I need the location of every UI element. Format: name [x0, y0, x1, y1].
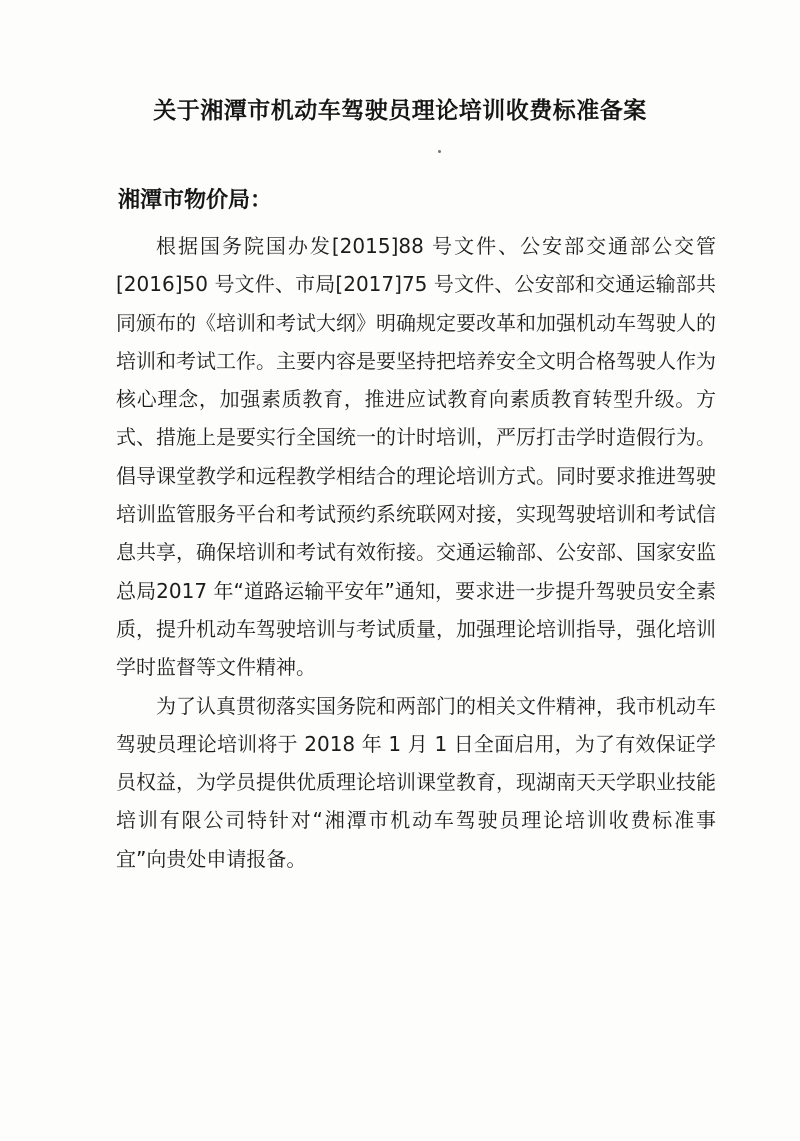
document-title: 关于湘潭市机动车驾驶员理论培训收费标准备案 [153, 97, 647, 124]
salutation: 湘潭市物价局： [118, 187, 273, 213]
document-body [116, 227, 716, 878]
scan-speck [438, 150, 441, 153]
paragraph-1: 根据国务院国办发[2015]88 号文件、公安部交通部公交管[2016]50 号文件、市局[2017]75 号文件、公安部和交通运输部共同颁布的《培训和考试大纲》明确规定要改革和加强机动车驾驶人的培训和考试工作。主要内容是要坚持把培养安全文明合格驾驶人作为核心理念，加强素质教育，推进应试教育向素质教育转型升级。方式、措施上是要实行全国统一的计时培训，严厉打击学时造假行为。倡导课堂教学和远程教学相结合的理论培训方式。同时要求推进驾驶培训监管服务平台和考试预约系统联网对接，实现驾驶培训和考试信息共享，确保培训和考试有效衔接。交通运输部、公安部、国家安监总局2017 年“道路运输平安年”通知，要求进一步提升驾驶员安全素质，提升机动车驾驶培训与考试质量，加强理论培训指导，强化培训学时监督等文件精神。 [116, 234, 716, 680]
paragraph-2: 为了认真贯彻落实国务院和两部门的相关文件精神，我市机动车驾驶员理论培训将于 2018 年 1 月 1 日全面启用，为了有效保证学员权益，为学员提供优质理论培训课堂教育，现湖南天天学职业技能培训有限公司特针对“湘潭市机动车驾驶员理论培训收费标准事宜”向贵处申请报备。 [116, 693, 716, 871]
